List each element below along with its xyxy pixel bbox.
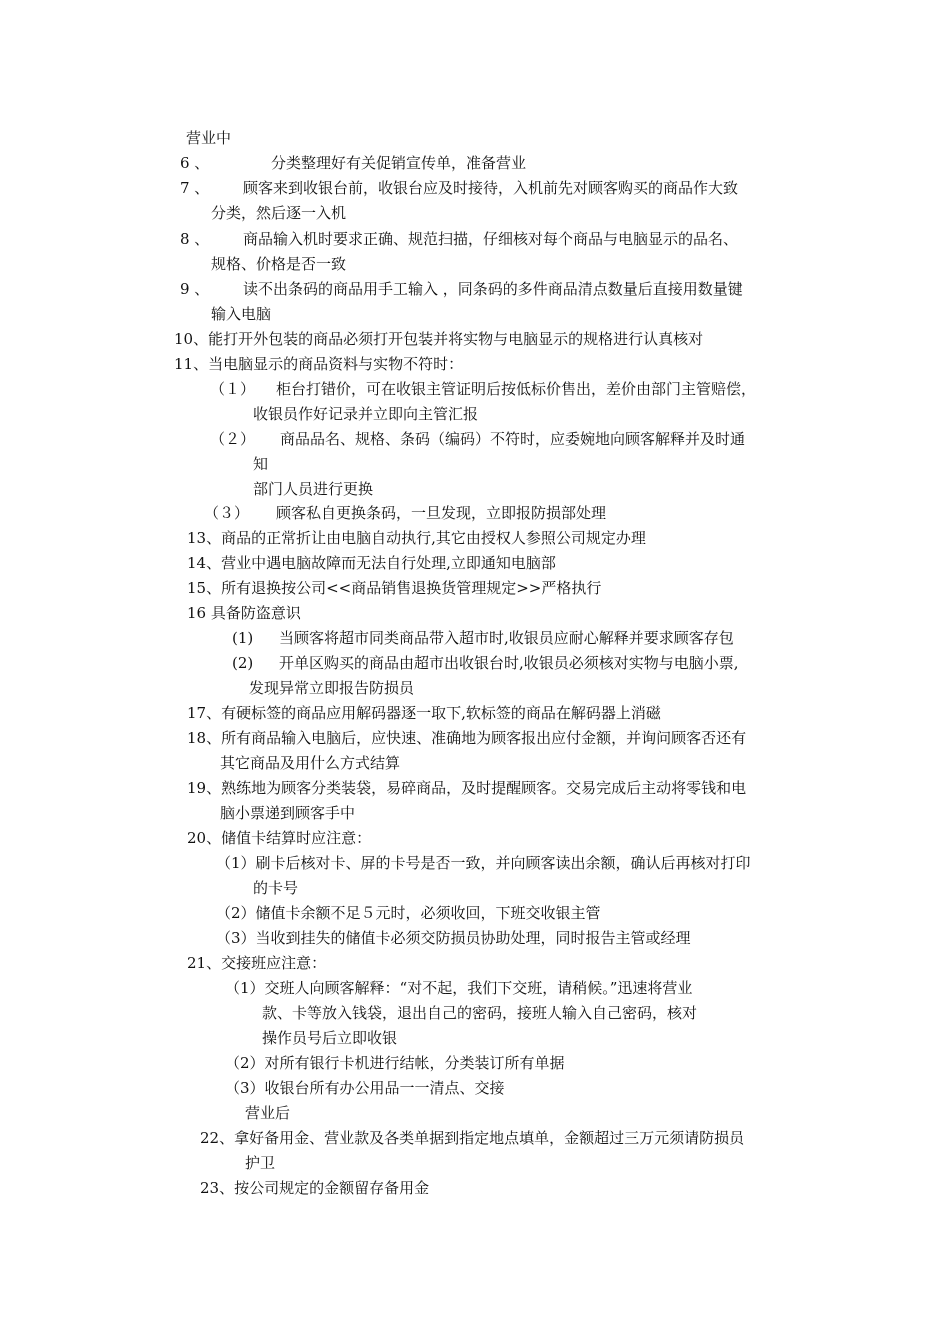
sub-item-number: （２） [210,430,256,448]
sub-item-text: （3）当收到挂失的储值卡必须交防损员协助处理，同时报告主管或经理 [216,929,691,947]
sub-item-number: (2) [232,654,254,672]
sub-item-text: 商品品名、规格、条码（编码）不符时，应委婉地向顾客解释并及时通 [280,430,746,448]
sub-item-text: 发现异常立即报告防损员 [249,679,415,697]
item-text: 读不出条码的商品用手工输入 ，同条码的多件商品清点数量后直接用数量键 [243,280,743,298]
sub-item-text: 部门人员进行更换 [253,480,374,498]
item-text: 22、拿好备用金、营业款及各类单据到指定地点填单，金额超过三万元须请防损员 [200,1129,745,1147]
item-number: 7 、 [180,179,210,197]
item-text: 10、能打开外包装的商品必须打开包装并将实物与电脑显示的规格进行认真核对 [174,330,704,348]
item-number: 6 、 [180,154,210,172]
sub-item-number: （１） [210,380,256,398]
sub-item-text: 操作员号后立即收银 [262,1029,398,1047]
item-text: 输入电脑 [211,305,272,323]
item-text: 顾客来到收银台前，收银台应及时接待，入机前先对顾客购买的商品作大致 [243,179,739,197]
sub-item-text: 的卡号 [253,879,299,897]
sub-item-text: 收银员作好记录并立即向主管汇报 [253,405,479,423]
item-text: 11、当电脑显示的商品资料与实物不符时： [174,355,464,373]
item-text: 15、所有退换按公司<<商品销售退换货管理规定>>严格执行 [187,579,602,597]
item-text: 分类整理好有关促销宣传单，准备营业 [271,154,527,172]
item-text: 23、按公司规定的金额留存备用金 [200,1179,430,1197]
item-text: 分类，然后逐一入机 [211,204,347,222]
section-heading: 营业中 [186,129,232,147]
sub-item-text: 开单区购买的商品由超市出收银台时,收银员必须核对实物与电脑小票, [279,654,739,672]
item-text: 18、所有商品输入电脑后，应快速、准确地为顾客报出应付金额，并询问顾客否还有 [187,729,747,747]
section-heading: 营业后 [245,1104,291,1122]
sub-item-text: 柜台打错价，可在收银主管证明后按低标价售出，差价由部门主管赔偿， [276,380,757,398]
item-number: 9 、 [180,280,210,298]
item-text: 14、营业中遇电脑故障而无法自行处理,立即通知电脑部 [187,554,556,572]
item-text: 13、商品的正常折让由电脑自动执行,其它由授权人参照公司规定办理 [187,529,646,547]
item-text: 21、交接班应注意： [187,954,327,972]
item-text: 规格、价格是否一致 [211,255,347,273]
sub-item-text: 知 [253,455,269,473]
item-text: 脑小票递到顾客手中 [220,804,356,822]
item-text: 17、有硬标签的商品应用解码器逐一取下,软标签的商品在解码器上消磁 [187,704,661,722]
sub-item-text: （1）刷卡后核对卡、屏的卡号是否一致，并向顾客读出余额，确认后再核对打印 [216,854,751,872]
sub-item-text: 款、卡等放入钱袋，退出自己的密码，接班人输入自己密码，核对 [262,1004,698,1022]
item-text: 护卫 [245,1154,276,1172]
sub-item-text: 当顾客将超市同类商品带入超市时,收银员应耐心解释并要求顾客存包 [279,629,734,647]
sub-item-text: 顾客私自更换条码，一旦发现，立即报防损部处理 [276,504,607,522]
sub-item-text: （2）对所有银行卡机进行结帐，分类装订所有单据 [225,1054,565,1072]
sub-item-text: （3）收银台所有办公用品一一清点、交接 [225,1079,505,1097]
sub-item-text: （1）交班人向顾客解释：“对不起，我们下交班，请稍候。”迅速将营业 [225,979,693,997]
item-text: 20、储值卡结算时应注意： [187,829,372,847]
item-text: 其它商品及用什么方式结算 [220,754,401,772]
item-text: 16 具备防盗意识 [187,604,301,622]
sub-item-number: （３） [204,504,250,522]
item-text: 19、熟练地为顾客分类装袋，易碎商品，及时提醒顾客。交易完成后主动将零钱和电 [187,779,747,797]
item-number: 8 、 [180,230,210,248]
item-text: 商品输入机时要求正确、规范扫描，仔细核对每个商品与电脑显示的品名、 [243,230,739,248]
sub-item-number: (1) [232,629,254,647]
sub-item-text: （2）储值卡余额不足５元时，必须收回，下班交收银主管 [216,904,601,922]
